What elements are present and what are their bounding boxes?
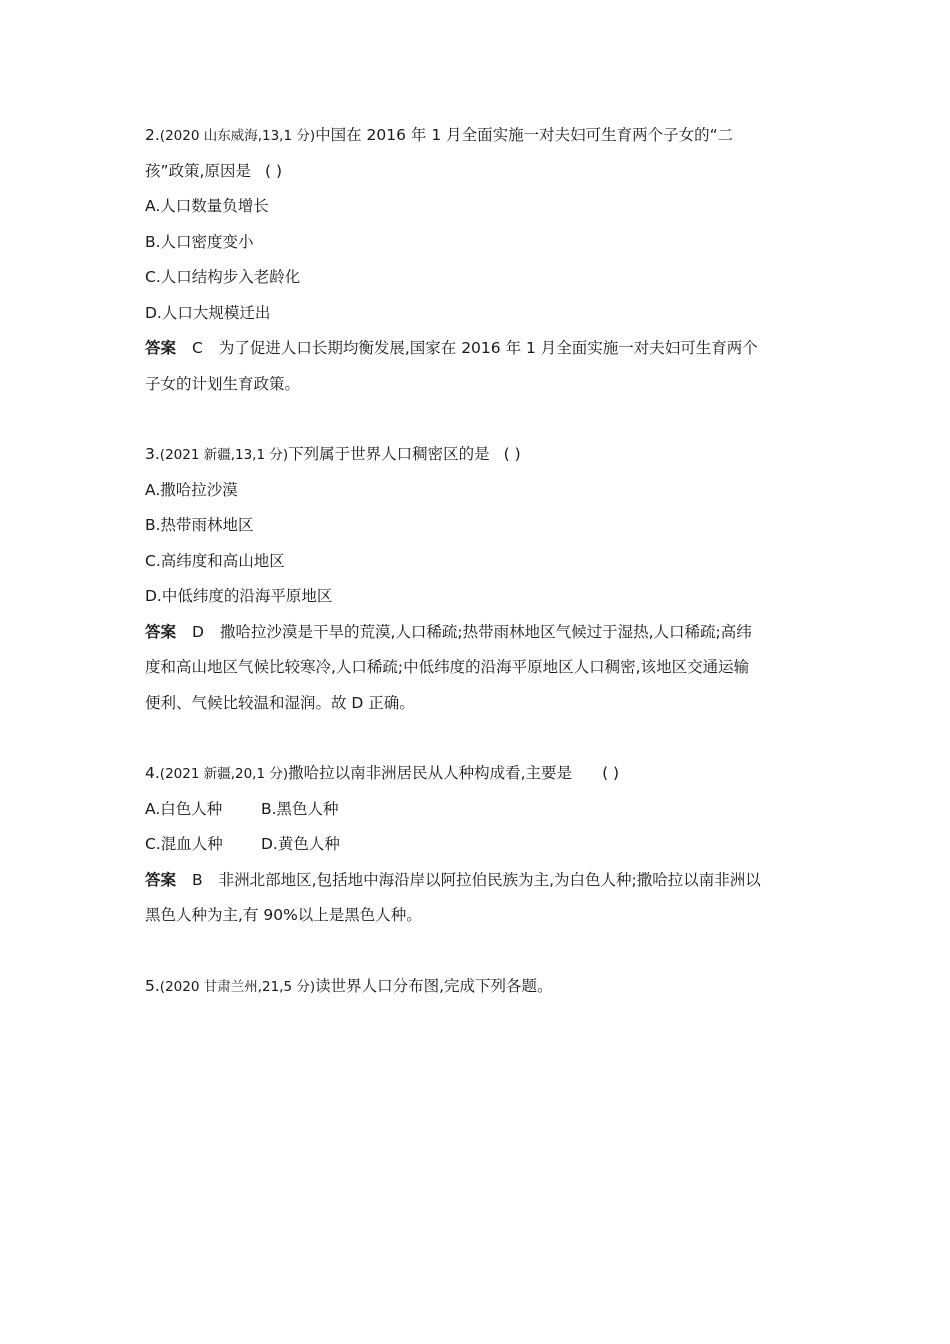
answer-explanation: 撒哈拉沙漠是干旱的荒漠,人口稀疏;热带雨林地区气候过于湿热,人口稀疏;高纬	[219, 622, 752, 641]
options-row-1	[145, 792, 815, 828]
option-a: A.白色人种	[145, 799, 223, 818]
answer-explanation-continued: 黑色人种为主,有 90%以上是黑色人种。	[145, 906, 422, 924]
answer-explanation: 非洲北部地区,包括地中海沿岸以阿拉伯民族为主,为白色人种;撒哈拉以南非洲以	[218, 870, 761, 889]
answer-blank: ( )	[264, 161, 282, 180]
answer-label: 答案	[145, 870, 177, 889]
question-number: 5.	[145, 976, 160, 995]
document-page	[145, 118, 815, 1004]
answer-label: 答案	[145, 622, 177, 641]
options-row-2	[145, 827, 815, 863]
answer-label: 答案	[145, 339, 177, 357]
question-2	[145, 118, 815, 402]
question-stem-continued	[145, 154, 815, 190]
question-text: 读世界人口分布图,完成下列各题。	[315, 976, 553, 995]
question-source: (2021 新疆,20,1 分)	[159, 766, 289, 782]
question-text: 下列属于世界人口稠密区的是	[288, 445, 490, 463]
question-stem	[145, 969, 815, 1005]
option-d: D.中低纬度的沿海平原地区	[145, 587, 333, 605]
question-stem	[145, 437, 815, 473]
answer-letter: C	[192, 339, 203, 357]
answer-explanation-continued: 度和高山地区气候比较寒冷,人口稀疏;中低纬度的沿海平原地区人口稠密,该地区交通运输	[145, 658, 750, 676]
option-a: A.人口数量负增长	[145, 197, 269, 215]
answer-explanation-continued: 便利、气候比较温和湿润。故 D 正确。	[145, 693, 415, 712]
question-source: (2020 山东威海,13,1 分)	[159, 128, 316, 144]
question-source: (2021 新疆,13,1 分)	[159, 447, 289, 463]
question-source: (2020 甘肃兰州,21,5 分)	[159, 978, 316, 995]
answer-letter: B	[192, 870, 203, 889]
option-c: C.高纬度和高山地区	[145, 551, 285, 570]
question-text: 孩”政策,原因是	[145, 161, 251, 180]
answer-explanation-continued: 子女的计划生育政策。	[145, 374, 301, 393]
answer-blank: ( )	[602, 764, 620, 782]
option-b: B.热带雨林地区	[145, 516, 254, 534]
question-stem	[145, 756, 815, 792]
answer-line	[145, 331, 815, 367]
answer-letter: D	[192, 622, 204, 641]
question-5	[145, 969, 815, 1005]
answer-blank: ( )	[503, 445, 521, 463]
option-c: C.混血人种	[145, 835, 223, 853]
question-number: 4.	[145, 764, 160, 782]
spacer	[145, 402, 815, 437]
question-text: 撒哈拉以南非洲居民从人种构成看,主要是	[288, 764, 573, 782]
question-3	[145, 437, 815, 721]
spacer	[145, 934, 815, 969]
question-text: 中国在 2016 年 1 月全面实施一对夫妇可生育两个子女的“二	[315, 126, 734, 144]
question-4	[145, 756, 815, 934]
spacer	[145, 721, 815, 756]
option-a: A.撒哈拉沙漠	[145, 480, 238, 499]
question-number: 3.	[145, 445, 160, 463]
option-d: D.黄色人种	[261, 835, 340, 853]
answer-explanation: 为了促进人口长期均衡发展,国家在 2016 年 1 月全面实施一对夫妇可生育两个	[218, 339, 758, 357]
option-c: C.人口结构步入老龄化	[145, 268, 301, 286]
answer-line	[145, 615, 815, 651]
question-number: 2.	[145, 126, 160, 144]
question-stem	[145, 118, 815, 154]
answer-line	[145, 863, 815, 899]
option-b: B.黑色人种	[261, 799, 339, 818]
option-b: B.人口密度变小	[145, 232, 254, 251]
option-d: D.人口大规模迁出	[145, 303, 271, 322]
